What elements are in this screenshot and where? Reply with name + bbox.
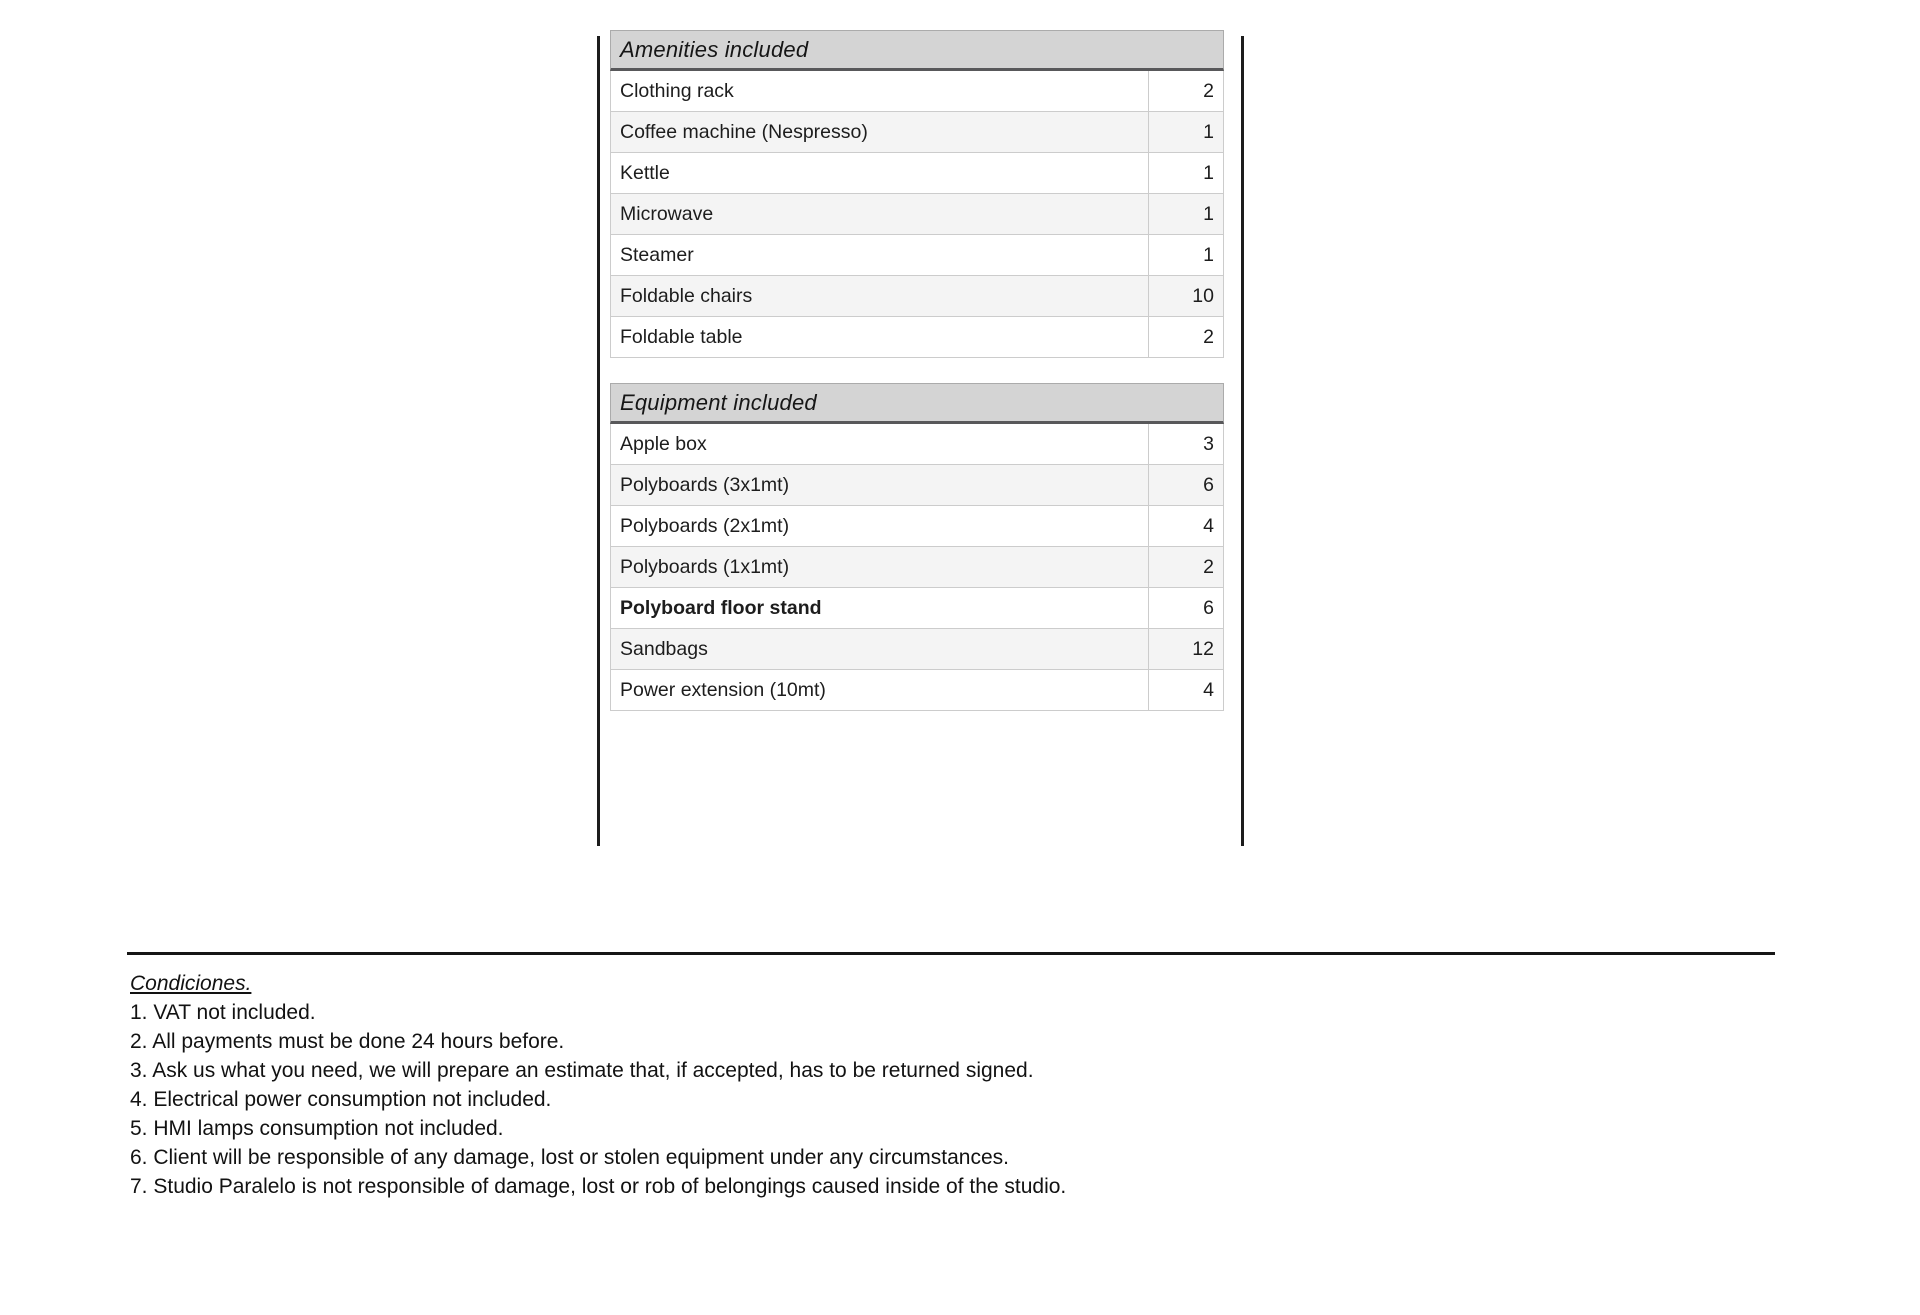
item-quantity: 6: [1203, 596, 1214, 619]
conditions-section: [130, 969, 1066, 1201]
condition-item: 4. Electrical power consumption not included.: [130, 1088, 552, 1111]
table-row: [610, 506, 1224, 547]
item-quantity: 2: [1203, 325, 1214, 348]
amenities-table-header: [610, 30, 1224, 71]
item-label: Foldable chairs: [611, 276, 1149, 316]
conditions-heading: Condiciones.: [130, 972, 252, 995]
item-label: Coffee machine (Nespresso): [611, 112, 1149, 152]
amenities-table-title: Amenities included: [620, 36, 809, 62]
condition-item: 2. All payments must be done 24 hours before.: [130, 1030, 565, 1053]
left-margin-line: [597, 36, 600, 846]
condition-item: 6. Client will be responsible of any damage, lost or stolen equipment under any circumstances.: [130, 1146, 1009, 1169]
item-label: Polyboards (3x1mt): [611, 465, 1149, 505]
table-row: [610, 276, 1224, 317]
item-quantity: 2: [1203, 79, 1214, 102]
table-row: [610, 465, 1224, 506]
item-label: Clothing rack: [611, 71, 1149, 111]
item-quantity: 4: [1203, 514, 1214, 537]
table-row: [610, 317, 1224, 358]
amenities-table-body: [610, 71, 1224, 358]
item-label: Power extension (10mt): [611, 670, 1149, 710]
equipment-table-body: [610, 424, 1224, 711]
table-row: [610, 235, 1224, 276]
item-label: Polyboards (1x1mt): [611, 547, 1149, 587]
amenities-table: [610, 30, 1224, 358]
table-row: [610, 588, 1224, 629]
item-quantity: 1: [1203, 120, 1214, 143]
equipment-table: [610, 383, 1224, 711]
table-row: [610, 547, 1224, 588]
item-label: Polyboard floor stand: [611, 588, 1149, 628]
condition-item: 5. HMI lamps consumption not included.: [130, 1117, 504, 1140]
item-label: Steamer: [611, 235, 1149, 275]
table-row: [610, 153, 1224, 194]
equipment-table-title: Equipment included: [620, 389, 817, 415]
condition-item: 1. VAT not included.: [130, 1001, 316, 1024]
item-quantity: 10: [1192, 284, 1214, 307]
item-label: Microwave: [611, 194, 1149, 234]
table-row: [610, 670, 1224, 711]
right-margin-line: [1241, 36, 1244, 846]
item-label: Apple box: [611, 424, 1149, 464]
table-row: [610, 194, 1224, 235]
item-label: Foldable table: [611, 317, 1149, 357]
equipment-table-header: [610, 383, 1224, 424]
item-quantity: 1: [1203, 161, 1214, 184]
item-label: Sandbags: [611, 629, 1149, 669]
item-quantity: 1: [1203, 243, 1214, 266]
item-quantity: 4: [1203, 678, 1214, 701]
item-quantity: 2: [1203, 555, 1214, 578]
divider-line: [127, 952, 1775, 955]
table-row: [610, 112, 1224, 153]
condition-item: 7. Studio Paralelo is not responsible of damage, lost or rob of belongings caused inside of the studio.: [130, 1175, 1067, 1198]
item-quantity: 1: [1203, 202, 1214, 225]
table-row: [610, 71, 1224, 112]
condition-item: 3. Ask us what you need, we will prepare an estimate that, if accepted, has to be returned signed.: [130, 1059, 1034, 1082]
item-label: Kettle: [611, 153, 1149, 193]
table-row: [610, 424, 1224, 465]
item-label: Polyboards (2x1mt): [611, 506, 1149, 546]
item-quantity: 3: [1203, 432, 1214, 455]
item-quantity: 12: [1192, 637, 1214, 660]
item-quantity: 6: [1203, 473, 1214, 496]
table-row: [610, 629, 1224, 670]
